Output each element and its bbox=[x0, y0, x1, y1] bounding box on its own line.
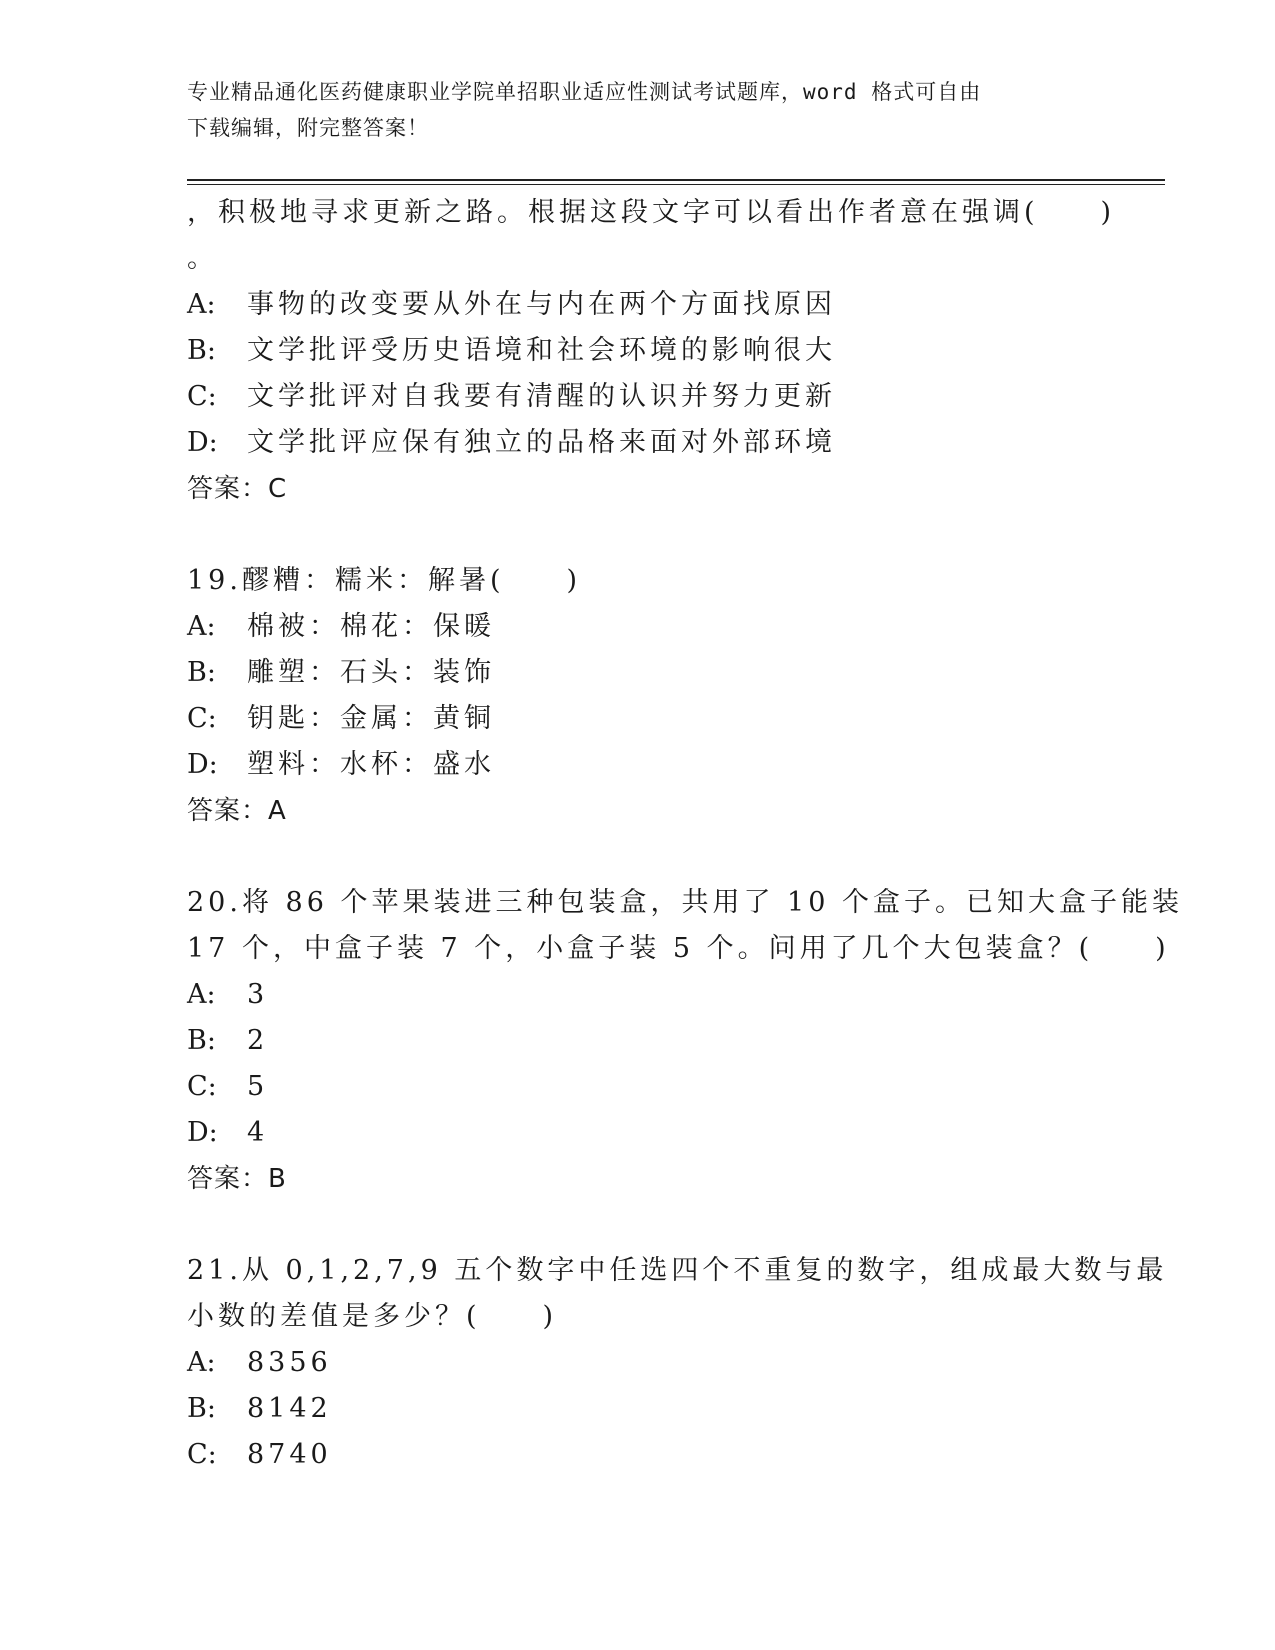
question-19 bbox=[187, 558, 1107, 834]
option-label: A: bbox=[187, 289, 216, 320]
option-text: 8142 bbox=[247, 1393, 332, 1424]
option-d bbox=[187, 742, 1107, 788]
option-text: 事物的改变要从外在与内在两个方面找原因 bbox=[247, 289, 836, 320]
answer-line: 答案：C bbox=[187, 474, 288, 504]
question-stem: 17 个，中盒子装 7 个，小盒子装 5 个。问用了几个大包装盒？( ) bbox=[187, 933, 1170, 964]
spacer bbox=[187, 1202, 1107, 1248]
option-text: 2 bbox=[247, 1025, 269, 1056]
option-a bbox=[187, 282, 1107, 328]
option-text: 5 bbox=[247, 1071, 269, 1102]
option-label: A: bbox=[187, 1347, 216, 1378]
option-label: B: bbox=[187, 1393, 216, 1424]
document-header bbox=[187, 74, 1087, 146]
answer-line: 答案：A bbox=[187, 796, 287, 826]
option-text: 8740 bbox=[247, 1439, 332, 1470]
option-d bbox=[187, 1110, 1107, 1156]
question-21 bbox=[187, 1248, 1168, 1478]
option-d bbox=[187, 420, 1107, 466]
spacer bbox=[187, 834, 1107, 880]
option-b bbox=[187, 1386, 1107, 1432]
question-stem: 。 bbox=[187, 243, 218, 274]
option-label: C: bbox=[187, 381, 217, 412]
option-text: 塑料：水杯：盛水 bbox=[247, 749, 495, 780]
header-rule-thin bbox=[187, 184, 1165, 185]
option-label: C: bbox=[187, 1071, 217, 1102]
question-list bbox=[187, 190, 1183, 1478]
option-b bbox=[187, 328, 1107, 374]
option-label: D: bbox=[187, 1117, 218, 1148]
option-c bbox=[187, 1064, 1107, 1110]
question-stem: 小数的差值是多少？( ) bbox=[187, 1301, 558, 1332]
option-label: B: bbox=[187, 657, 216, 688]
option-label: D: bbox=[187, 749, 218, 780]
option-text: 3 bbox=[247, 979, 269, 1010]
option-a bbox=[187, 1340, 1107, 1386]
option-text: 雕塑：石头：装饰 bbox=[247, 657, 495, 688]
option-a bbox=[187, 604, 1107, 650]
header-rule-thick bbox=[187, 179, 1165, 181]
option-text: 文学批评应保有独立的品格来面对外部环境 bbox=[247, 427, 836, 458]
option-text: 钥匙：金属：黄铜 bbox=[247, 703, 495, 734]
option-label: B: bbox=[187, 1025, 216, 1056]
header-line-1: 专业精品通化医药健康职业学院单招职业适应性测试考试题库，word 格式可自由 bbox=[187, 80, 982, 104]
spacer bbox=[187, 512, 1107, 558]
option-label: D: bbox=[187, 427, 218, 458]
header-line-2: 下载编辑，附完整答案！ bbox=[187, 116, 429, 140]
option-text: 文学批评对自我要有清醒的认识并努力更新 bbox=[247, 381, 836, 412]
question-stem: ，积极地寻求更新之路。根据这段文字可以看出作者意在强调( ) bbox=[187, 197, 1116, 228]
option-c bbox=[187, 696, 1107, 742]
option-b bbox=[187, 1018, 1107, 1064]
question-stem: 20.将 86 个苹果装进三种包装盒，共用了 10 个盒子。已知大盒子能装 bbox=[187, 887, 1183, 918]
question-20 bbox=[187, 880, 1183, 1202]
option-label: C: bbox=[187, 703, 217, 734]
answer-line: 答案：B bbox=[187, 1164, 287, 1194]
option-text: 棉被：棉花：保暖 bbox=[247, 611, 495, 642]
option-text: 文学批评受历史语境和社会环境的影响很大 bbox=[247, 335, 836, 366]
question-stem: 21.从 0,1,2,7,9 五个数字中任选四个不重复的数字，组成最大数与最 bbox=[187, 1255, 1168, 1286]
option-label: A: bbox=[187, 979, 216, 1010]
question-stem: 19.醪糟：糯米：解暑( ) bbox=[187, 565, 582, 596]
option-text: 4 bbox=[247, 1117, 269, 1148]
option-a bbox=[187, 972, 1107, 1018]
option-c bbox=[187, 374, 1107, 420]
option-c bbox=[187, 1432, 1107, 1478]
option-b bbox=[187, 650, 1107, 696]
option-label: C: bbox=[187, 1439, 217, 1470]
option-label: B: bbox=[187, 335, 216, 366]
option-label: A: bbox=[187, 611, 216, 642]
option-text: 8356 bbox=[247, 1347, 332, 1378]
question-18 bbox=[187, 190, 1116, 512]
